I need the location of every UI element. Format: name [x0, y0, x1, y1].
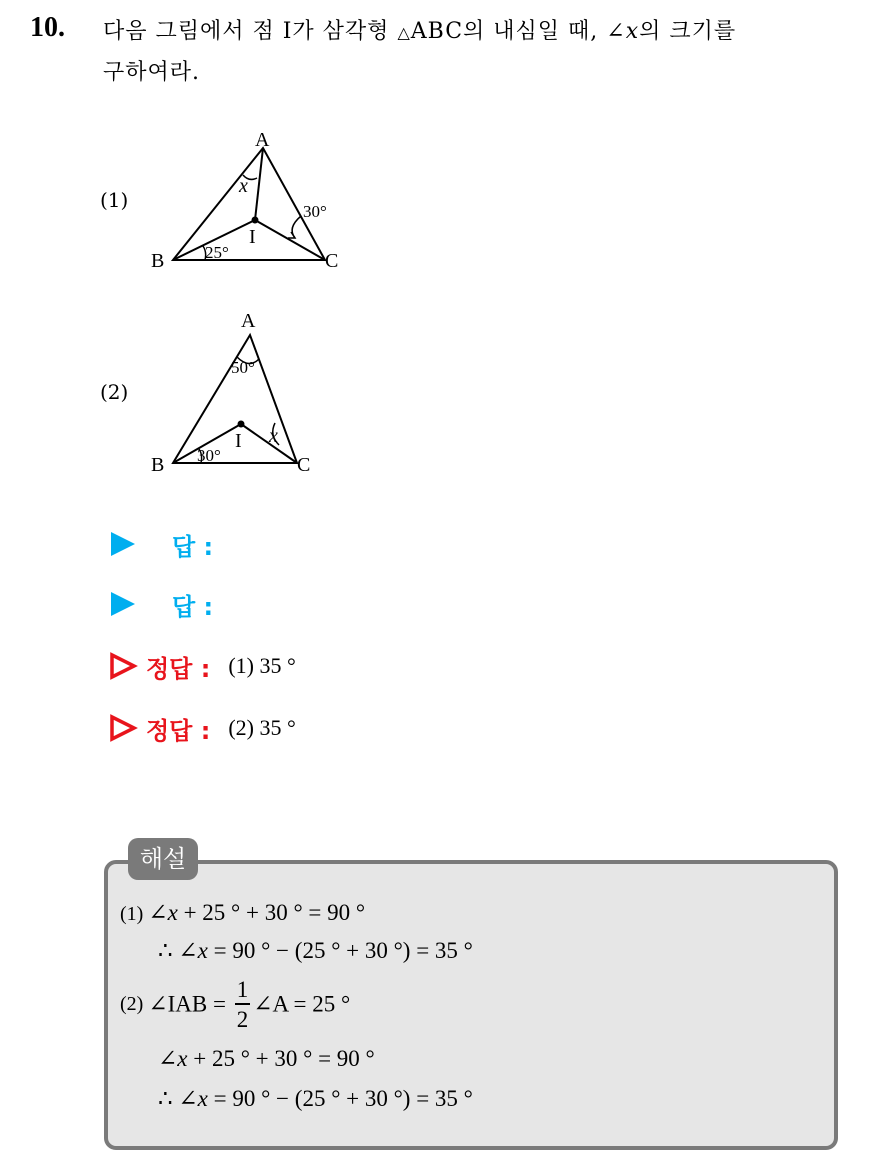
- figure2-label: (2): [100, 380, 129, 404]
- question-number: 10.: [30, 12, 65, 43]
- figure2-incenter-dot: [238, 421, 245, 428]
- solution-l1-num: (1): [120, 903, 149, 925]
- outline-arrow-icon: [108, 713, 138, 743]
- angle-symbol: ∠: [178, 1086, 198, 1111]
- fraction-denominator: 2: [236, 1007, 249, 1032]
- figure1-diagram: [145, 130, 355, 280]
- solution-var: x: [177, 1046, 188, 1071]
- question-line1-suffix: 의 크기를: [639, 19, 737, 44]
- solution-l1-rest: + 25 ° + 30 ° = 90 °: [177, 900, 366, 925]
- solution-var: x: [197, 938, 208, 963]
- angle-var: x: [625, 19, 640, 44]
- play-arrow-icon: [108, 529, 138, 559]
- solution-line-3: [120, 978, 350, 1031]
- figure1-bisector-a: [255, 148, 263, 220]
- figure1-angle-c: 30°: [303, 202, 327, 221]
- question-line2: 구하여라.: [103, 60, 201, 85]
- solution-tab: 해설: [128, 838, 198, 880]
- solution-l5-rest: = 90 ° − (25 ° + 30 °) = 35 °: [207, 1086, 473, 1111]
- angle-symbol: ∠: [158, 1046, 178, 1071]
- therefore-symbol: ∴: [158, 938, 179, 963]
- figure1-angle-b: 25°: [205, 243, 229, 262]
- figure2-angle-a: 50°: [231, 358, 255, 377]
- figure2-vertex-c: C: [297, 454, 311, 475]
- correct-answer-row-1: [108, 648, 296, 684]
- figure1-incenter-dot: [252, 217, 259, 224]
- solution-line-5: [158, 1086, 473, 1112]
- figure1-vertex-a: A: [255, 130, 270, 151]
- fraction-numerator: 1: [235, 978, 251, 1005]
- figure1-vertex-b: B: [151, 250, 165, 272]
- correct-answer-value-2: (2) 35 °: [228, 715, 296, 740]
- solution-l3-num: (2): [120, 993, 149, 1015]
- question-text: [103, 12, 873, 93]
- solution-var: x: [167, 900, 178, 925]
- solution-line-1: [120, 900, 365, 926]
- triangle-symbol: △: [397, 23, 411, 42]
- solution-l2-rest: = 90 ° − (25 ° + 30 °) = 35 °: [207, 938, 473, 963]
- solution-l3-right: ∠A = 25 °: [253, 991, 351, 1017]
- question-line1-prefix: 다음 그림에서 점 I가 삼각형: [103, 19, 398, 44]
- angle-symbol: ∠: [178, 938, 198, 963]
- figure2-vertex-a: A: [241, 310, 256, 332]
- figure1-label: (1): [100, 188, 129, 212]
- solution-line-2: [158, 938, 473, 964]
- fraction: [235, 978, 251, 1031]
- figure2-vertex-b: B: [151, 454, 165, 475]
- answer-row-1: [108, 526, 213, 562]
- correct-answer-label-1: 정답 :: [146, 654, 211, 683]
- solution-line-4: [158, 1046, 375, 1072]
- figure2-diagram: [145, 305, 335, 475]
- angle-symbol: ∠: [606, 19, 626, 44]
- correct-answer-value-1: (1) 35 °: [228, 653, 296, 678]
- solution-l3-left: ∠IAB =: [148, 991, 232, 1017]
- solution-var: x: [197, 1086, 208, 1111]
- correct-answer-label-2: 정답 :: [146, 716, 211, 745]
- question-line1-mid: 의 내심일 때,: [463, 19, 607, 44]
- figure2-incenter-label: I: [235, 430, 242, 452]
- answer-row-2: [108, 586, 213, 622]
- figure1-angle-x: x: [239, 175, 248, 197]
- figure2-angle-x: x: [269, 425, 278, 447]
- figure1-vertex-c: C: [325, 250, 339, 272]
- solution-l4-rest: + 25 ° + 30 ° = 90 °: [187, 1046, 375, 1071]
- triangle-name: ABC: [410, 19, 464, 44]
- answer-label-2: 답 :: [172, 592, 214, 621]
- play-arrow-icon: [108, 589, 138, 619]
- answer-label-1: 답 :: [172, 532, 214, 561]
- angle-symbol: ∠: [148, 900, 168, 925]
- therefore-symbol: ∴: [158, 1086, 179, 1111]
- outline-arrow-icon: [108, 651, 138, 681]
- figure2-angle-b: 30°: [197, 446, 221, 465]
- correct-answer-row-2: [108, 710, 296, 746]
- figure1-incenter-label: I: [249, 226, 256, 248]
